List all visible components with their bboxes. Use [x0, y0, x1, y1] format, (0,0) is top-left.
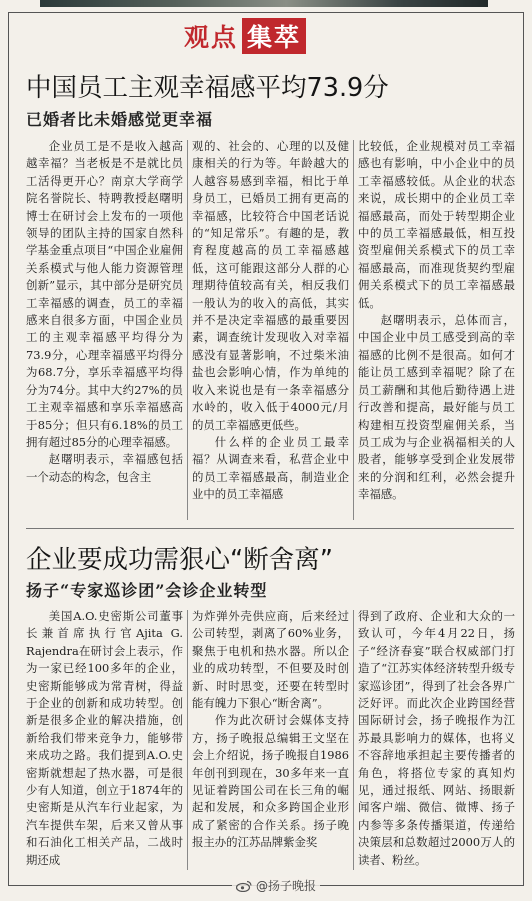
article1-col1-para-2: 赵曙明表示，幸福感包括一个动态的构念，包含主: [26, 452, 183, 484]
article2-col1-para-1: 美国A.O.史密斯公司董事长兼首席执行官Ajita G. Rajendra在研讨会上表示，作为一家已经100多年的企业，史密斯能够成为常青树，得益于企业的创新和成功转型。创新是很多企业的解决措施，创新给我们带来竞争力，能够带来成功之路。我们提到A.O.史密斯就想起了热水器，可是很少有人知道，创立于1874年的史密斯是从汽车行业起家，为汽车提供车架，后来又曾从事和石油化工相关产品，二战时期还成: [26, 609, 183, 867]
article1-col2-para-1: 观的、社会的、心理的以及健康相关的行为等。年龄越大的人越容易感到幸福，相比于单身员工，已婚员工拥有更高的幸福感，比较符合中国老话说的“知足常乐”。有趣的是，教育程度越高的员工幸福感越低，这可能跟这部分人群的心理期待值较高有关，相反我们一般认为的收入的高低，其实并不是决定幸福感的最重要因素，调查统计发现收入对幸福感没有显著影响，不过柴米油盐也会影响心情，作为单纯的收入来说也是有一条幸福感分水岭的，收入低于4000元/月的员工幸福感更低些。: [192, 139, 349, 432]
column-divider: [353, 140, 354, 520]
article-separator: [26, 528, 514, 529]
article2-subhead: 扬子“专家巡诊团”会诊企业转型: [26, 581, 268, 600]
article1-column-3: [358, 138, 515, 522]
article2-headline: 企业要成功需狠心“断舍离”: [26, 545, 333, 575]
section-banner: [184, 18, 306, 54]
article2-col2-para-2: 作为此次研讨会媒体支持方，扬子晚报总编辑王文坚在会上介绍说，扬子晚报自1986年创刊到现在，30多年来一直见证着跨国公司在长三角的崛起和发展，和众多跨国企业形成了紧密的合作关系。扬子晚报主办的江苏品牌紫金奖: [192, 713, 349, 850]
article2-column-3: [358, 608, 515, 870]
column-divider: [353, 610, 354, 870]
article1-col3-para-2: 赵曙明表示，总体而言，中国企业中员工感受到高的幸福感的比例不是很高。如何才能让员工感到幸福呢？除了在员工薪酬和其他后勤待遇上进行改善和提高，最好能与员工构建相互投资型雇佣关系，当员工成为与企业祸福相关的人股者，能够享受到企业发展带来的分润和红利，必然会提升幸福感。: [358, 313, 515, 502]
article1-col2-para-2: 什么样的企业员工最幸福？从调查来看，私营企业中的员工幸福感最高，制造业企业中的员工幸福感: [192, 434, 349, 502]
article1-headline: 中国员工主观幸福感平均73.9分: [26, 73, 389, 103]
watermark-text: @扬子晚报: [256, 879, 317, 893]
article1-col1-para-1: 企业员工是不是收入越高越幸福？当老板是不是就比员工活得更开心？南京大学商学院名誉院长、特聘教授赵曙明博士在研讨会上发布的一项他领导的团队主持的国家自然科学基金重点项目“中国企业雇佣关系模式与他人能力资源管理创新”显示，其中部分是研究员工幸福感的调查，员工的幸福感来自很多方面，中国企业员工的主观幸福感平均得分为73.9分，心理幸福感平均得分为68.7分，享乐幸福感平均得分为74分。其中大约27%的员工主观幸福感和享乐幸福感高于85分；但只有6.18%的员工拥有超过85分的心理幸福感。: [26, 139, 183, 449]
article1-col3-para-1: 比较低，企业规模对员工幸福感也有影响，中小企业中的员工幸福感较低。从企业的状态来说，成长期中的企业员工幸福感最高，而处于转型期企业中的员工幸福感最低，相互投资型雇佣关系模式下的员工幸福感最高，而准现货契约型雇佣关系模式下的员工幸福感最低。: [358, 139, 515, 310]
article2-column-1: [26, 608, 183, 870]
article1-subhead: 已婚者比未婚感觉更幸福: [26, 110, 214, 129]
top-photo-strip: [40, 0, 488, 7]
weibo-icon: [236, 880, 252, 892]
article2-column-2: [192, 608, 349, 870]
article2-col2-para-1: 为炸弹外壳供应商，后来经过公司转型，剥离了60%业务，聚焦于电机和热水器。所以企业的成功转型，不但要及时创新、时时思变，还要在转型时能有魄力下狠心“断舍离”。: [192, 609, 349, 711]
column-divider: [187, 610, 188, 870]
article1-column-2: [192, 138, 349, 522]
column-divider: [187, 140, 188, 520]
weibo-watermark: [232, 877, 320, 894]
article1-column-1: [26, 138, 183, 522]
banner-word-2: 集萃: [242, 18, 306, 54]
banner-word-1: 观点: [184, 23, 239, 52]
article2-col3-para-1: 得到了政府、企业和大众的一致认可，今年4月22日，扬子“经济春宴”联合权威部门打造了“江苏实体经济转型升级专家巡诊团”，得到了社会各界广泛好评。而此次企业跨国经营国际研讨会，扬子晚报作为江苏最具影响力的媒体，也将义不容辞地承担起主要传播者的角色，将搭位专家的真知灼见，通过报纸、网站、扬眼新闻客户端、微信、微博、扬子内参等多条传播渠道，传递给决策层和总数超过2000万人的读者、粉丝。: [358, 609, 515, 867]
